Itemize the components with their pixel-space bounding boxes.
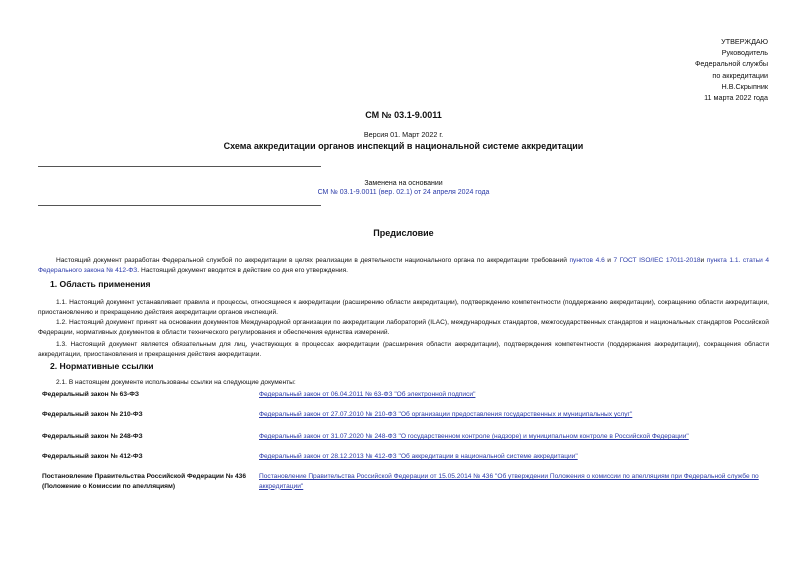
section-heading-references: 2. Нормативные ссылки <box>50 361 154 371</box>
replacement-link-wrap <box>0 189 807 196</box>
foreword-text: . Настоящий документ вводится в действие со дня его утверждения. <box>137 267 348 275</box>
reference-name: Постановление Правительства Российской Федерации № 436 (Положение о Комиссии по апелляциям) <box>42 473 246 490</box>
reference-link[interactable]: Федеральный закон от 28.12.2013 № 412-ФЗ "Об аккредитации в национальной системе аккредитации" <box>259 453 578 460</box>
document-number: СМ № 03.1-9.0011 <box>365 110 442 120</box>
reference-name: Федеральный закон № 412-ФЗ <box>42 453 143 460</box>
approval-line: УТВЕРЖДАЮ <box>721 37 768 46</box>
link-gost-17011[interactable]: 7 ГОСТ ISO/IEC 17011-2018 <box>613 257 701 264</box>
divider-top <box>38 166 321 167</box>
approval-line: Руководитель <box>721 48 768 58</box>
reference-link[interactable]: Федеральный закон от 27.07.2010 № 210-ФЗ "Об организации предоставления государственных и муниципальных услуг" <box>259 411 633 418</box>
paragraph-2-1: 2.1. В настоящем документе использованы ссылки на следующие документы: <box>56 379 296 386</box>
reference-link[interactable]: Федеральный закон от 06.04.2011 № 63-ФЗ "Об электронной подписи" <box>259 391 476 398</box>
link-law-412-article-4[interactable]: пункта 1.1. статьи 4 Федерального закона № 412-ФЗ <box>38 257 769 275</box>
replacement-label: Заменена на основании <box>364 180 443 187</box>
reference-link[interactable]: Федеральный закон от 31.07.2020 № 248-ФЗ "О государственном контроле (надзоре) и муниципальном контроле в Российской Федерации" <box>259 433 689 440</box>
section-heading-scope: 1. Область применения <box>50 279 151 289</box>
divider-bottom <box>38 205 321 206</box>
foreword-text: и <box>604 257 614 264</box>
replacement-link[interactable]: СМ № 03.1-9.0011 (вер. 02.1) от 24 апреля 2024 года <box>317 189 490 196</box>
paragraph-1-3: 1.3. Настоящий документ является обязательным для лиц, участвующих в процессах аккредитации (расширения области аккредитации), подтверждения компетентности (поддержания аккредитации), сокращения области аккредитации, приостановления и прекращения действия аккредитации. <box>38 341 769 359</box>
foreword-paragraph <box>38 256 769 277</box>
approval-block <box>695 36 768 103</box>
reference-name: Федеральный закон № 63-ФЗ <box>42 391 139 398</box>
link-clause-4-6[interactable]: пунктов 4.6 <box>569 257 605 264</box>
document-version: Версия 01. Март 2022 г. <box>363 130 444 139</box>
foreword-text: и <box>700 257 707 264</box>
reference-name: Федеральный закон № 248-ФЗ <box>42 433 143 440</box>
approval-line: Н.В.Скрыпник <box>721 81 768 91</box>
paragraph-1-1: 1.1. Настоящий документ устанавливает правила и процессы, относящиеся к аккредитации (расширению области аккредитации), подтверждению компетентности (поддержанию аккредитации), сокращению области аккредитации, приостановлению и прекращению действия аккредитации органов инспекций. <box>38 299 769 317</box>
paragraph-1-2: 1.2. Настоящий документ принят на основании документов Международной организации по аккредитации лабораторий (ILAC), международных стандартов, межгосударственных стандартов и национальных стандартов Российской Федерации, нормативных документов в области технического регулирования и обеспечения единства измерений. <box>38 319 769 337</box>
approval-line: Федеральной службы <box>694 59 768 69</box>
approval-line: 11 марта 2022 года <box>704 93 768 103</box>
reference-link[interactable]: Постановление Правительства Российской Федерации от 15.05.2014 № 436 "Об утверждении Положения о комиссии по апелляциям при Федеральной службе по аккредитации" <box>259 473 759 490</box>
document-title: Схема аккредитации органов инспекций в национальной системе аккредитации <box>223 141 584 151</box>
approval-line: по аккредитации <box>712 70 768 80</box>
foreword-heading: Предисловие <box>373 228 434 238</box>
foreword-text: Настоящий документ разработан Федеральной службой по аккредитации в целях реализации в деятельности национального органа по аккредитации требований <box>56 257 570 264</box>
reference-name: Федеральный закон № 210-ФЗ <box>42 411 143 418</box>
